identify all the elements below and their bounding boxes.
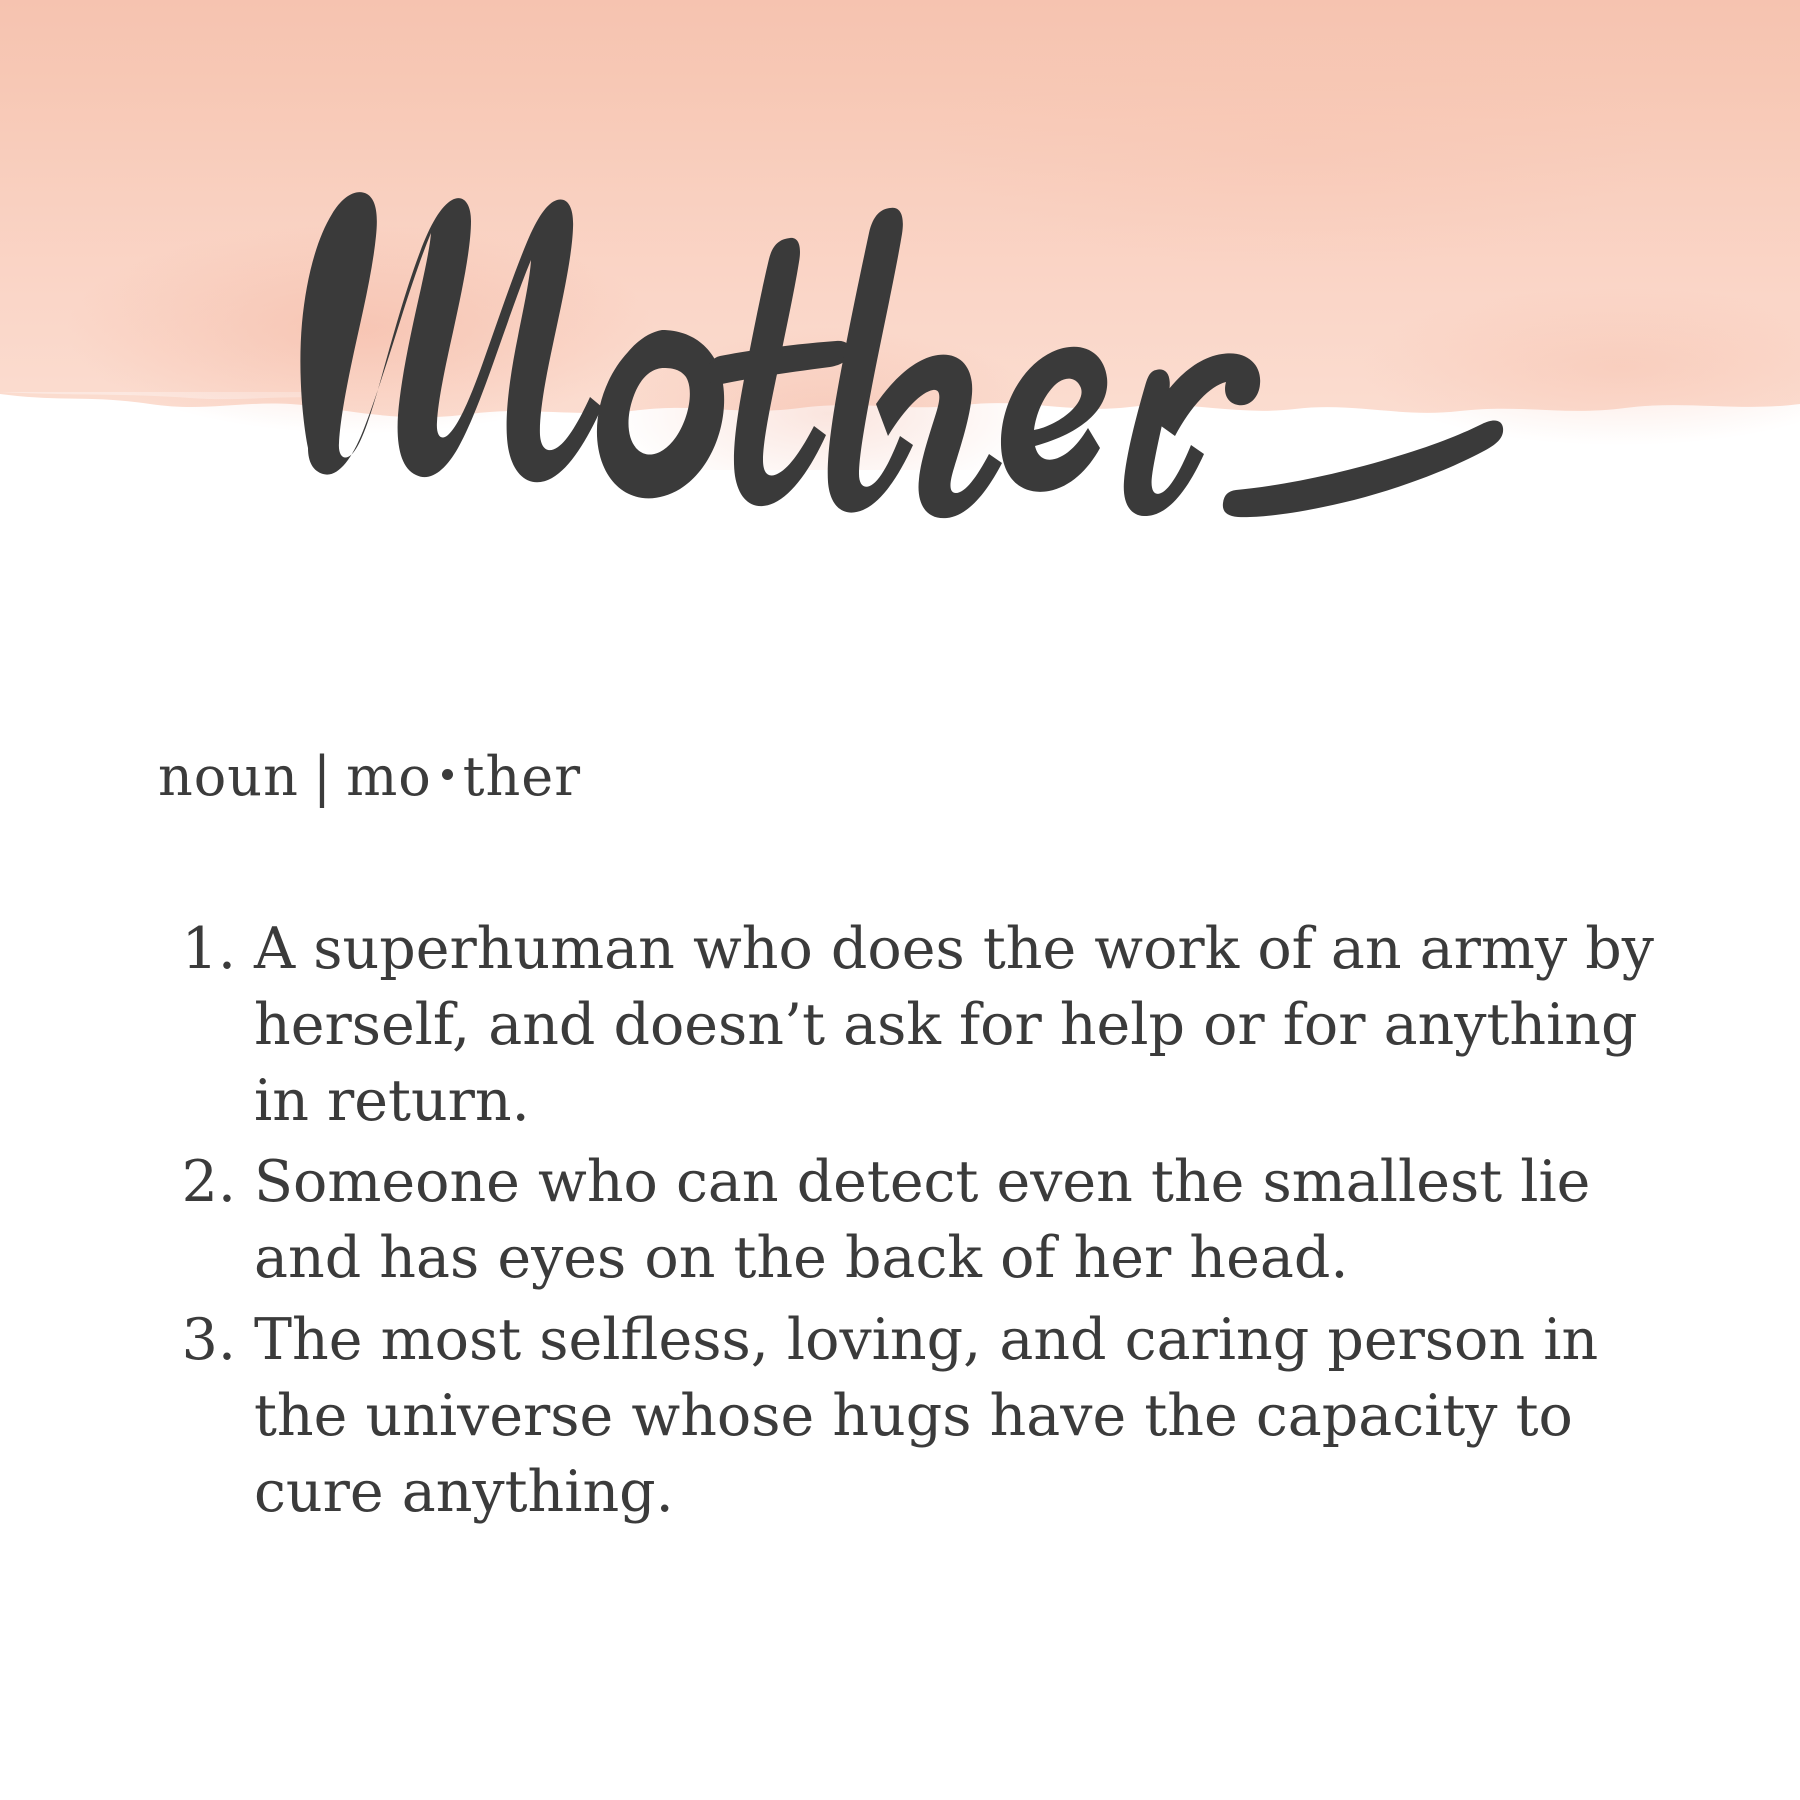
syllable-dot-icon: [442, 769, 453, 780]
headline-word: [0, 118, 1800, 548]
syllable-second: ther: [462, 745, 582, 808]
definition-block: [158, 745, 1678, 1546]
list-item: [158, 1145, 1678, 1297]
headline-lettering: [250, 118, 1550, 548]
pronunciation-separator: |: [312, 745, 333, 808]
sense-number: 3.: [181, 1306, 236, 1373]
sense-number: 2.: [181, 1149, 236, 1216]
syllable-first: mo: [346, 745, 432, 808]
pronunciation-line: [158, 745, 1678, 808]
sense-text: Someone who can detect even the smallest lie and has eyes on the back of her head.: [254, 1149, 1591, 1292]
part-of-speech: noun: [158, 745, 299, 808]
definition-sense-list: [158, 912, 1678, 1530]
sense-text: The most selfless, loving, and caring person in the universe whose hugs have the capacity to cure anything.: [254, 1306, 1599, 1525]
list-item: [158, 912, 1678, 1139]
sense-text: A superhuman who does the work of an army by herself, and doesn’t ask for help or for anything in return.: [254, 916, 1654, 1134]
list-item: [158, 1303, 1678, 1530]
sense-number: 1.: [181, 916, 236, 982]
